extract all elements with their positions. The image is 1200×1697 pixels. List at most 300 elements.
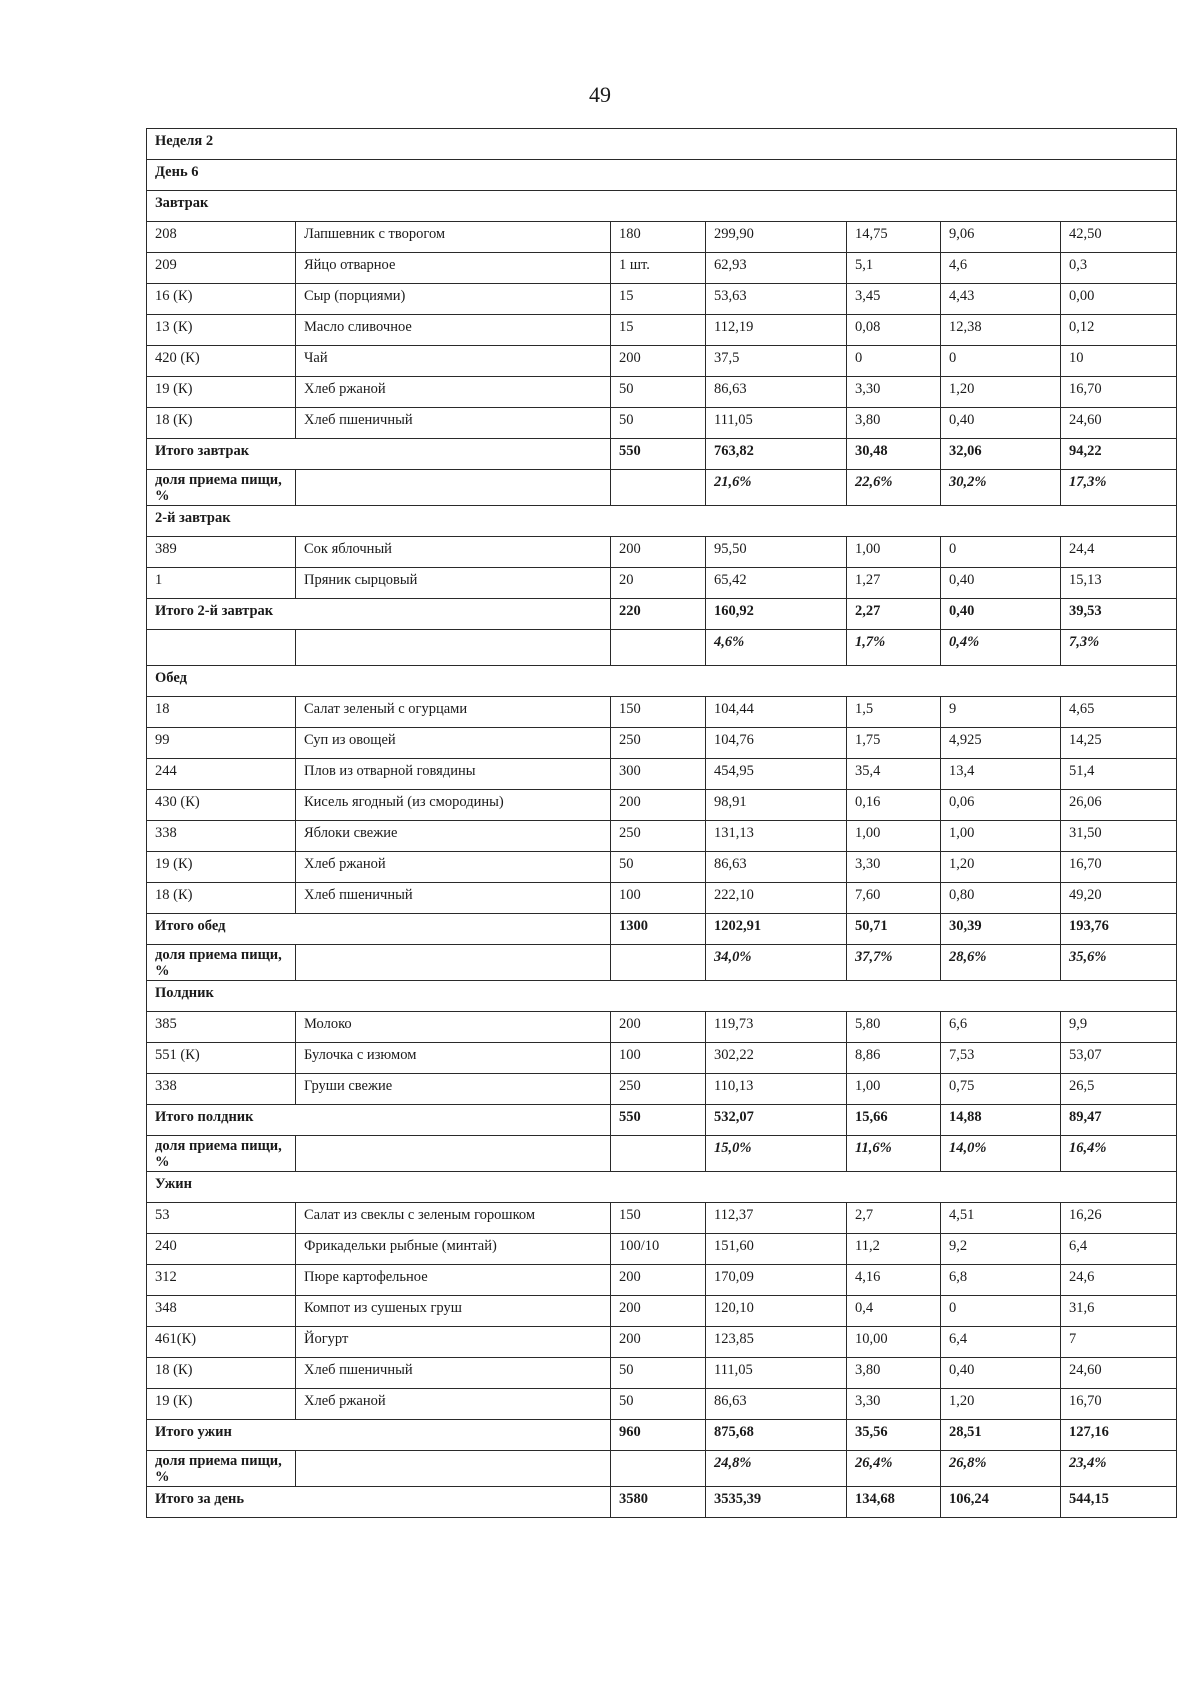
carbs: 16,26 xyxy=(1061,1203,1177,1234)
dish-name: Чай xyxy=(296,346,611,377)
dish-name: Хлеб пшеничный xyxy=(296,1358,611,1389)
meal-header-row xyxy=(147,1172,1177,1203)
carbs: 24,60 xyxy=(1061,408,1177,439)
recipe-number: 338 xyxy=(147,821,296,852)
protein: 14,75 xyxy=(847,222,941,253)
recipe-number: 420 (К) xyxy=(147,346,296,377)
protein: 0,16 xyxy=(847,790,941,821)
share-empty xyxy=(296,1451,611,1487)
energy-kcal: 454,95 xyxy=(706,759,847,790)
portion-weight: 200 xyxy=(611,1296,706,1327)
fat: 1,20 xyxy=(941,377,1061,408)
table-row xyxy=(147,1358,1177,1389)
meal-share-row xyxy=(147,630,1177,666)
dish-name: Пряник сырцовый xyxy=(296,568,611,599)
share-percent: 14,0% xyxy=(941,1136,1061,1172)
energy-kcal: 123,85 xyxy=(706,1327,847,1358)
portion-weight: 200 xyxy=(611,346,706,377)
share-empty xyxy=(296,945,611,981)
energy-kcal: 104,44 xyxy=(706,697,847,728)
table-row xyxy=(147,1074,1177,1105)
energy-kcal: 112,37 xyxy=(706,1203,847,1234)
share-percent: 35,6% xyxy=(1061,945,1177,981)
share-percent: 30,2% xyxy=(941,470,1061,506)
meal-title: Полдник xyxy=(147,981,1177,1012)
portion-weight: 180 xyxy=(611,222,706,253)
energy-kcal: 111,05 xyxy=(706,1358,847,1389)
portion-weight: 20 xyxy=(611,568,706,599)
portion-weight: 250 xyxy=(611,728,706,759)
day-label: День 6 xyxy=(147,160,1177,191)
table-row xyxy=(147,222,1177,253)
protein: 3,80 xyxy=(847,408,941,439)
protein: 11,2 xyxy=(847,1234,941,1265)
carbs: 31,50 xyxy=(1061,821,1177,852)
carbs: 16,70 xyxy=(1061,852,1177,883)
protein: 7,60 xyxy=(847,883,941,914)
table-row xyxy=(147,728,1177,759)
energy-kcal: 98,91 xyxy=(706,790,847,821)
fat: 6,6 xyxy=(941,1012,1061,1043)
total-label: Итого полдник xyxy=(147,1105,611,1136)
fat: 1,20 xyxy=(941,852,1061,883)
share-label xyxy=(147,630,296,666)
protein: 35,4 xyxy=(847,759,941,790)
portion-weight: 200 xyxy=(611,537,706,568)
energy-kcal: 65,42 xyxy=(706,568,847,599)
share-percent: 16,4% xyxy=(1061,1136,1177,1172)
carbs: 0,3 xyxy=(1061,253,1177,284)
share-label: доля приема пищи, % xyxy=(147,1136,296,1172)
total-protein: 30,48 xyxy=(847,439,941,470)
protein: 5,80 xyxy=(847,1012,941,1043)
energy-kcal: 86,63 xyxy=(706,1389,847,1420)
meal-title: Ужин xyxy=(147,1172,1177,1203)
total-portion-weight: 220 xyxy=(611,599,706,630)
table-row xyxy=(147,1043,1177,1074)
share-empty xyxy=(611,630,706,666)
share-percent: 4,6% xyxy=(706,630,847,666)
total-carbs: 39,53 xyxy=(1061,599,1177,630)
meal-share-row xyxy=(147,470,1177,506)
energy-kcal: 119,73 xyxy=(706,1012,847,1043)
energy-kcal: 53,63 xyxy=(706,284,847,315)
share-label: доля приема пищи, % xyxy=(147,1451,296,1487)
table-row xyxy=(147,377,1177,408)
recipe-number: 13 (К) xyxy=(147,315,296,346)
share-percent: 17,3% xyxy=(1061,470,1177,506)
energy-kcal: 104,76 xyxy=(706,728,847,759)
meal-share-row xyxy=(147,1136,1177,1172)
fat: 0,40 xyxy=(941,408,1061,439)
day-total-protein: 134,68 xyxy=(847,1487,941,1518)
portion-weight: 50 xyxy=(611,377,706,408)
total-label: Итого завтрак xyxy=(147,439,611,470)
total-portion-weight: 1300 xyxy=(611,914,706,945)
total-energy-kcal: 875,68 xyxy=(706,1420,847,1451)
fat: 13,4 xyxy=(941,759,1061,790)
total-carbs: 193,76 xyxy=(1061,914,1177,945)
table-row xyxy=(147,408,1177,439)
energy-kcal: 222,10 xyxy=(706,883,847,914)
energy-kcal: 95,50 xyxy=(706,537,847,568)
fat: 12,38 xyxy=(941,315,1061,346)
dish-name: Хлеб пшеничный xyxy=(296,883,611,914)
table-row xyxy=(147,821,1177,852)
recipe-number: 1 xyxy=(147,568,296,599)
meal-total-row xyxy=(147,914,1177,945)
recipe-number: 18 (К) xyxy=(147,408,296,439)
share-percent: 21,6% xyxy=(706,470,847,506)
energy-kcal: 86,63 xyxy=(706,377,847,408)
carbs: 9,9 xyxy=(1061,1012,1177,1043)
fat: 7,53 xyxy=(941,1043,1061,1074)
total-protein: 35,56 xyxy=(847,1420,941,1451)
carbs: 53,07 xyxy=(1061,1043,1177,1074)
dish-name: Хлеб ржаной xyxy=(296,852,611,883)
portion-weight: 50 xyxy=(611,852,706,883)
day-total-fat: 106,24 xyxy=(941,1487,1061,1518)
portion-weight: 15 xyxy=(611,284,706,315)
carbs: 16,70 xyxy=(1061,377,1177,408)
carbs: 49,20 xyxy=(1061,883,1177,914)
protein: 2,7 xyxy=(847,1203,941,1234)
share-empty xyxy=(611,1451,706,1487)
share-percent: 24,8% xyxy=(706,1451,847,1487)
total-label: Итого обед xyxy=(147,914,611,945)
recipe-number: 208 xyxy=(147,222,296,253)
share-label: доля приема пищи, % xyxy=(147,470,296,506)
energy-kcal: 62,93 xyxy=(706,253,847,284)
recipe-number: 240 xyxy=(147,1234,296,1265)
dish-name: Кисель ягодный (из смородины) xyxy=(296,790,611,821)
recipe-number: 348 xyxy=(147,1296,296,1327)
carbs: 24,60 xyxy=(1061,1358,1177,1389)
recipe-number: 430 (К) xyxy=(147,790,296,821)
carbs: 0,00 xyxy=(1061,284,1177,315)
recipe-number: 338 xyxy=(147,1074,296,1105)
recipe-number: 53 xyxy=(147,1203,296,1234)
portion-weight: 50 xyxy=(611,1358,706,1389)
recipe-number: 461(К) xyxy=(147,1327,296,1358)
recipe-number: 551 (К) xyxy=(147,1043,296,1074)
energy-kcal: 302,22 xyxy=(706,1043,847,1074)
fat: 6,8 xyxy=(941,1265,1061,1296)
menu-table xyxy=(146,128,1177,1518)
total-fat: 28,51 xyxy=(941,1420,1061,1451)
dish-name: Суп из овощей xyxy=(296,728,611,759)
table-row xyxy=(147,1012,1177,1043)
dish-name: Хлеб пшеничный xyxy=(296,408,611,439)
energy-kcal: 37,5 xyxy=(706,346,847,377)
share-percent: 26,8% xyxy=(941,1451,1061,1487)
recipe-number: 19 (К) xyxy=(147,852,296,883)
energy-kcal: 151,60 xyxy=(706,1234,847,1265)
total-protein: 50,71 xyxy=(847,914,941,945)
portion-weight: 200 xyxy=(611,1265,706,1296)
fat: 0 xyxy=(941,1296,1061,1327)
dish-name: Сок яблочный xyxy=(296,537,611,568)
total-fat: 30,39 xyxy=(941,914,1061,945)
energy-kcal: 299,90 xyxy=(706,222,847,253)
portion-weight: 200 xyxy=(611,1327,706,1358)
recipe-number: 18 xyxy=(147,697,296,728)
energy-kcal: 111,05 xyxy=(706,408,847,439)
meal-total-row xyxy=(147,1105,1177,1136)
carbs: 7 xyxy=(1061,1327,1177,1358)
dish-name: Масло сливочное xyxy=(296,315,611,346)
table-row xyxy=(147,1265,1177,1296)
meal-header-row xyxy=(147,191,1177,222)
table-row xyxy=(147,346,1177,377)
carbs: 51,4 xyxy=(1061,759,1177,790)
protein: 1,00 xyxy=(847,537,941,568)
share-percent: 0,4% xyxy=(941,630,1061,666)
table-row xyxy=(147,1234,1177,1265)
fat: 4,925 xyxy=(941,728,1061,759)
share-percent: 26,4% xyxy=(847,1451,941,1487)
portion-weight: 200 xyxy=(611,1012,706,1043)
day-total-carbs: 544,15 xyxy=(1061,1487,1177,1518)
dish-name: Салат зеленый с огурцами xyxy=(296,697,611,728)
protein: 1,75 xyxy=(847,728,941,759)
fat: 0 xyxy=(941,346,1061,377)
portion-weight: 15 xyxy=(611,315,706,346)
recipe-number: 99 xyxy=(147,728,296,759)
table-row xyxy=(147,1203,1177,1234)
table-row xyxy=(147,568,1177,599)
fat: 0,75 xyxy=(941,1074,1061,1105)
total-fat: 0,40 xyxy=(941,599,1061,630)
protein: 3,80 xyxy=(847,1358,941,1389)
dish-name: Плов из отварной говядины xyxy=(296,759,611,790)
carbs: 31,6 xyxy=(1061,1296,1177,1327)
recipe-number: 385 xyxy=(147,1012,296,1043)
fat: 4,43 xyxy=(941,284,1061,315)
total-energy-kcal: 1202,91 xyxy=(706,914,847,945)
meal-total-row xyxy=(147,599,1177,630)
protein: 1,00 xyxy=(847,1074,941,1105)
dish-name: Фрикадельки рыбные (минтай) xyxy=(296,1234,611,1265)
table-row xyxy=(147,759,1177,790)
carbs: 14,25 xyxy=(1061,728,1177,759)
fat: 9 xyxy=(941,697,1061,728)
portion-weight: 150 xyxy=(611,697,706,728)
protein: 4,16 xyxy=(847,1265,941,1296)
total-energy-kcal: 532,07 xyxy=(706,1105,847,1136)
carbs: 26,5 xyxy=(1061,1074,1177,1105)
meal-title: Завтрак xyxy=(147,191,1177,222)
table-row xyxy=(147,537,1177,568)
energy-kcal: 112,19 xyxy=(706,315,847,346)
share-percent: 15,0% xyxy=(706,1136,847,1172)
dish-name: Булочка с изюмом xyxy=(296,1043,611,1074)
total-fat: 14,88 xyxy=(941,1105,1061,1136)
dish-name: Яйцо отварное xyxy=(296,253,611,284)
carbs: 6,4 xyxy=(1061,1234,1177,1265)
energy-kcal: 120,10 xyxy=(706,1296,847,1327)
protein: 1,00 xyxy=(847,821,941,852)
recipe-number: 16 (К) xyxy=(147,284,296,315)
share-percent: 34,0% xyxy=(706,945,847,981)
protein: 0 xyxy=(847,346,941,377)
total-portion-weight: 550 xyxy=(611,1105,706,1136)
fat: 0,80 xyxy=(941,883,1061,914)
protein: 10,00 xyxy=(847,1327,941,1358)
dish-name: Компот из сушеных груш xyxy=(296,1296,611,1327)
recipe-number: 19 (К) xyxy=(147,377,296,408)
day-total-row xyxy=(147,1487,1177,1518)
week-label: Неделя 2 xyxy=(147,129,1177,160)
portion-weight: 150 xyxy=(611,1203,706,1234)
meal-title: 2-й завтрак xyxy=(147,506,1177,537)
portion-weight: 100/10 xyxy=(611,1234,706,1265)
share-empty xyxy=(611,1136,706,1172)
fat: 0,40 xyxy=(941,1358,1061,1389)
dish-name: Салат из свеклы с зеленым горошком xyxy=(296,1203,611,1234)
recipe-number: 19 (К) xyxy=(147,1389,296,1420)
portion-weight: 100 xyxy=(611,1043,706,1074)
portion-weight: 100 xyxy=(611,883,706,914)
share-percent: 37,7% xyxy=(847,945,941,981)
total-label: Итого 2-й завтрак xyxy=(147,599,611,630)
table-row xyxy=(147,284,1177,315)
dish-name: Йогурт xyxy=(296,1327,611,1358)
fat: 4,6 xyxy=(941,253,1061,284)
portion-weight: 50 xyxy=(611,1389,706,1420)
day-total-energy-kcal: 3535,39 xyxy=(706,1487,847,1518)
total-energy-kcal: 160,92 xyxy=(706,599,847,630)
dish-name: Хлеб ржаной xyxy=(296,1389,611,1420)
recipe-number: 389 xyxy=(147,537,296,568)
carbs: 10 xyxy=(1061,346,1177,377)
energy-kcal: 86,63 xyxy=(706,852,847,883)
fat: 0,06 xyxy=(941,790,1061,821)
page-number: 49 xyxy=(589,82,611,107)
share-percent: 1,7% xyxy=(847,630,941,666)
recipe-number: 18 (К) xyxy=(147,1358,296,1389)
share-percent: 23,4% xyxy=(1061,1451,1177,1487)
carbs: 4,65 xyxy=(1061,697,1177,728)
carbs: 16,70 xyxy=(1061,1389,1177,1420)
fat: 1,20 xyxy=(941,1389,1061,1420)
portion-weight: 200 xyxy=(611,790,706,821)
protein: 3,30 xyxy=(847,1389,941,1420)
share-empty xyxy=(296,1136,611,1172)
meal-total-row xyxy=(147,1420,1177,1451)
share-percent: 11,6% xyxy=(847,1136,941,1172)
fat: 1,00 xyxy=(941,821,1061,852)
dish-name: Хлеб ржаной xyxy=(296,377,611,408)
dish-name: Груши свежие xyxy=(296,1074,611,1105)
table-row xyxy=(147,1389,1177,1420)
meal-header-row xyxy=(147,666,1177,697)
total-portion-weight: 550 xyxy=(611,439,706,470)
protein: 1,27 xyxy=(847,568,941,599)
table-row xyxy=(147,883,1177,914)
fat: 9,06 xyxy=(941,222,1061,253)
total-carbs: 94,22 xyxy=(1061,439,1177,470)
carbs: 24,4 xyxy=(1061,537,1177,568)
fat: 9,2 xyxy=(941,1234,1061,1265)
dish-name: Пюре картофельное xyxy=(296,1265,611,1296)
share-empty xyxy=(296,470,611,506)
share-empty xyxy=(611,470,706,506)
table-row xyxy=(147,253,1177,284)
recipe-number: 244 xyxy=(147,759,296,790)
protein: 3,30 xyxy=(847,377,941,408)
day-total-label: Итого за день xyxy=(147,1487,611,1518)
total-portion-weight: 960 xyxy=(611,1420,706,1451)
table-row xyxy=(147,1296,1177,1327)
share-percent: 7,3% xyxy=(1061,630,1177,666)
dish-name: Сыр (порциями) xyxy=(296,284,611,315)
protein: 0,4 xyxy=(847,1296,941,1327)
dish-name: Молоко xyxy=(296,1012,611,1043)
share-percent: 22,6% xyxy=(847,470,941,506)
portion-weight: 50 xyxy=(611,408,706,439)
table-row xyxy=(147,697,1177,728)
share-empty xyxy=(296,630,611,666)
meal-header-row xyxy=(147,981,1177,1012)
protein: 3,30 xyxy=(847,852,941,883)
protein: 1,5 xyxy=(847,697,941,728)
total-energy-kcal: 763,82 xyxy=(706,439,847,470)
total-carbs: 127,16 xyxy=(1061,1420,1177,1451)
meal-total-row xyxy=(147,439,1177,470)
total-carbs: 89,47 xyxy=(1061,1105,1177,1136)
portion-weight: 250 xyxy=(611,1074,706,1105)
protein: 0,08 xyxy=(847,315,941,346)
fat: 0 xyxy=(941,537,1061,568)
table-row xyxy=(147,790,1177,821)
table-row xyxy=(147,852,1177,883)
total-protein: 15,66 xyxy=(847,1105,941,1136)
energy-kcal: 170,09 xyxy=(706,1265,847,1296)
fat: 4,51 xyxy=(941,1203,1061,1234)
carbs: 24,6 xyxy=(1061,1265,1177,1296)
carbs: 15,13 xyxy=(1061,568,1177,599)
carbs: 26,06 xyxy=(1061,790,1177,821)
dish-name: Яблоки свежие xyxy=(296,821,611,852)
table-row xyxy=(147,315,1177,346)
dish-name: Лапшевник с творогом xyxy=(296,222,611,253)
share-label: доля приема пищи, % xyxy=(147,945,296,981)
energy-kcal: 110,13 xyxy=(706,1074,847,1105)
total-protein: 2,27 xyxy=(847,599,941,630)
energy-kcal: 131,13 xyxy=(706,821,847,852)
portion-weight: 1 шт. xyxy=(611,253,706,284)
meal-title: Обед xyxy=(147,666,1177,697)
carbs: 42,50 xyxy=(1061,222,1177,253)
recipe-number: 18 (К) xyxy=(147,883,296,914)
recipe-number: 312 xyxy=(147,1265,296,1296)
day-total-portion-weight: 3580 xyxy=(611,1487,706,1518)
share-empty xyxy=(611,945,706,981)
portion-weight: 300 xyxy=(611,759,706,790)
protein: 5,1 xyxy=(847,253,941,284)
meal-header-row xyxy=(147,506,1177,537)
portion-weight: 250 xyxy=(611,821,706,852)
fat: 6,4 xyxy=(941,1327,1061,1358)
table-row xyxy=(147,1327,1177,1358)
recipe-number: 209 xyxy=(147,253,296,284)
protein: 3,45 xyxy=(847,284,941,315)
total-label: Итого ужин xyxy=(147,1420,611,1451)
meal-share-row xyxy=(147,945,1177,981)
fat: 0,40 xyxy=(941,568,1061,599)
protein: 8,86 xyxy=(847,1043,941,1074)
